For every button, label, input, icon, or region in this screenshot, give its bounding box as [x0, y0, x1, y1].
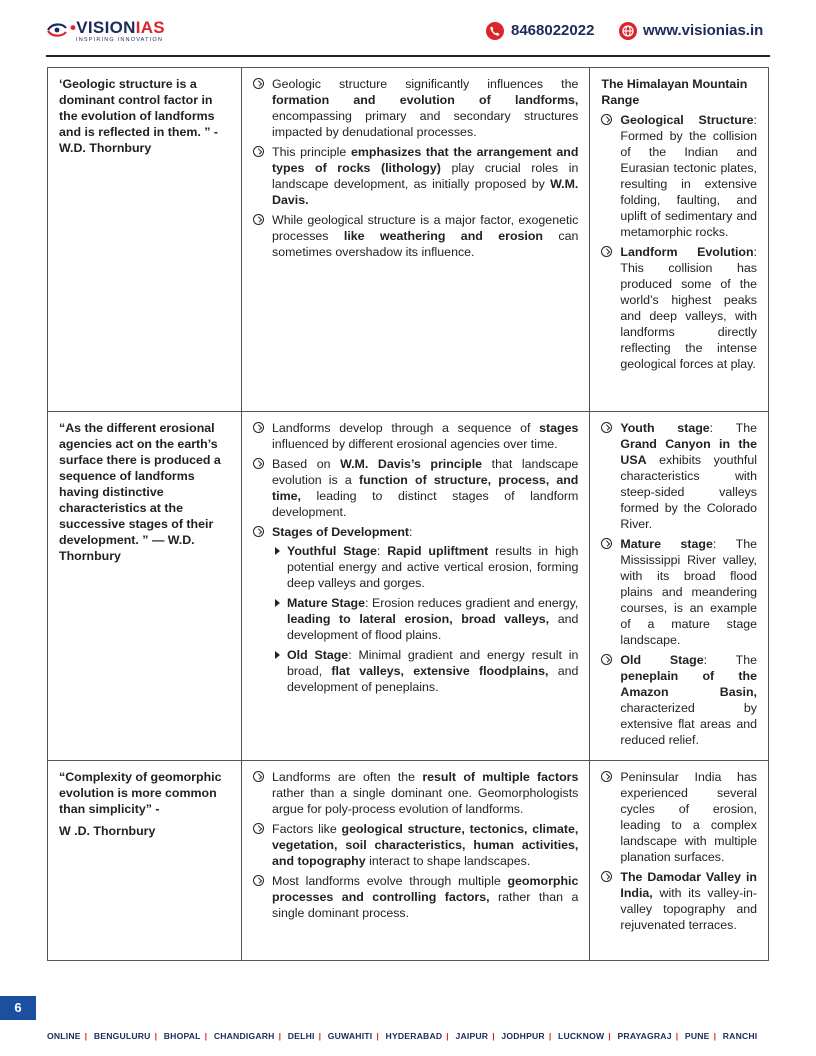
footer-city: LUCKNOW [558, 1031, 605, 1041]
table-row [48, 412, 769, 761]
explanation-cell [242, 412, 590, 761]
logo-text-ias: IAS [135, 18, 165, 37]
example-cell [590, 68, 769, 412]
list-item: While geological structure is a major factor, exogenetic processes like weathering and erosion can sometimes overshadow its influence. [253, 212, 578, 260]
list-item: Landforms develop through a sequence of stages influenced by different erosional agencies over time. [253, 420, 578, 452]
globe-icon [619, 22, 637, 40]
website-link[interactable]: www.visionias.in [643, 22, 764, 39]
list-item: Landform Evolution: This collision has produced some of the world’s highest peaks and deep valleys, with landforms directly reflecting the intense geological forces at play. [601, 244, 757, 372]
logo-swoosh-icon [46, 22, 68, 38]
footer-city: CHANDIGARH [213, 1031, 275, 1041]
list-item: Youth stage: The Grand Canyon in the USA exhibits youthful characteristics with steep-sided valleys formed by the Colorado River. [601, 420, 757, 532]
quote-text: “As the different erosional agencies act on the earth’s surface there is produced a sequence of landforms having distinctive characteristics at the successive stages of their development. ” — W.D. Thornbury [59, 421, 221, 563]
footer-city: RANCHI [722, 1031, 758, 1041]
phone-number[interactable]: 8468022022 [511, 22, 595, 39]
example-cell [590, 761, 769, 961]
header-divider [46, 55, 770, 57]
list-item: Peninsular India has experienced several cycles of erosion, leading to a complex landscape with multiple planation surfaces. [601, 769, 757, 865]
footer-city: PUNE [684, 1031, 710, 1041]
explanation-cell [242, 68, 590, 412]
list-item: Factors like geological structure, tectonics, climate, vegetation, soil characteristics, human activities, and topography interact to shape landscapes. [253, 821, 578, 869]
footer-city: JAIPUR [455, 1031, 489, 1041]
footer-cities: ONLINE | BENGULURU | BHOPAL | CHANDIGARH | DELHI | GUWAHITI | HYDERABAD | JAIPUR | JODHPUR | LUCKNOW | PRAYAGRAJ | PUNE | RANCHI [47, 1031, 758, 1041]
footer-city: ONLINE [47, 1031, 81, 1041]
footer-city: HYDERABAD [385, 1031, 443, 1041]
quote-text: ‘Geologic structure is a dominant control factor in the evolution of landforms and is reflected in them. ” - W.D. Thornbury [59, 77, 219, 155]
list-item: The Damodar Valley in India, with its valley-in-valley topography and rejuvenated terraces. [601, 869, 757, 933]
list-item: Most landforms evolve through multiple geomorphic processes and controlling factors, rather than a single dominant process. [253, 873, 578, 921]
quote-cell [48, 412, 242, 761]
page-number: 6 [0, 996, 36, 1020]
sub-list-item: Mature Stage: Erosion reduces gradient and energy, leading to lateral erosion, broad valleys, and development of flood plains. [272, 595, 578, 643]
quote-cell [48, 761, 242, 961]
list-item: Stages of Development: Youthful Stage: Rapid upliftment results in high potential energy and active vertical erosion, forming deep valleys and gorges. Mature Stage: Erosion reduces gradient and energy, leading to lateral erosion, broad valleys, and development of flood plains. Old Stage: Minimal gradient and energy result in broad, flat valleys, extensive floodplains, and development of peneplains. [253, 524, 578, 695]
table-row [48, 68, 769, 412]
page-header [0, 0, 816, 58]
thornbury-principles-table [47, 67, 769, 961]
logo-text: •VISIONIAS [70, 18, 165, 37]
table-row [48, 761, 769, 961]
footer-city: GUWAHITI [327, 1031, 373, 1041]
logo-tagline: INSPIRING INNOVATION [76, 37, 164, 43]
list-item: Landforms are often the result of multiple factors rather than a single dominant one. Geomorphologists argue for poly-process evolution of landforms. [253, 769, 578, 817]
list-item: Mature stage: The Mississippi River valley, with its broad flood plains and meandering courses, is an example of a mature stage landscape. [601, 536, 757, 648]
footer-city: BENGULURU [93, 1031, 151, 1041]
list-item: Geological Structure: Formed by the collision of the Indian and Eurasian tectonic plates, resulting in extensive folding, faulting, and uplift of sedimentary and metamorphic rocks. [601, 112, 757, 240]
list-item: This principle emphasizes that the arrangement and types of rocks (lithology) play crucial roles in landscape development, as initially proposed by W.M. Davis. [253, 144, 578, 208]
quote-cell [48, 68, 242, 412]
sub-list-item: Old Stage: Minimal gradient and energy result in broad, flat valleys, extensive floodplains, and development of peneplains. [272, 647, 578, 695]
sub-list-item: Youthful Stage: Rapid upliftment results in high potential energy and active vertical erosion, forming deep valleys and gorges. [272, 543, 578, 591]
list-item: Old Stage: The peneplain of the Amazon Basin, characterized by extensive flat areas and reduced relief. [601, 652, 757, 748]
footer-city: JODHPUR [501, 1031, 545, 1041]
example-title: The Himalayan Mountain Range [601, 77, 748, 107]
list-item: Geologic structure significantly influences the formation and evolution of landforms, encompassing primary and secondary structures impacted by denudational processes. [253, 76, 578, 140]
quote-author: W .D. Thornbury [59, 824, 156, 838]
example-cell [590, 412, 769, 761]
explanation-cell [242, 761, 590, 961]
footer-city: DELHI [287, 1031, 315, 1041]
list-item: Based on W.M. Davis’s principle that landscape evolution is a function of structure, process, and time, leading to distinct stages of landform development. [253, 456, 578, 520]
footer-city: PRAYAGRAJ [617, 1031, 672, 1041]
quote-text: “Complexity of geomorphic evolution is more common than simplicity” - [59, 770, 222, 816]
phone-icon [486, 22, 504, 40]
logo-text-vision: VISION [76, 18, 136, 37]
footer-city: BHOPAL [163, 1031, 201, 1041]
